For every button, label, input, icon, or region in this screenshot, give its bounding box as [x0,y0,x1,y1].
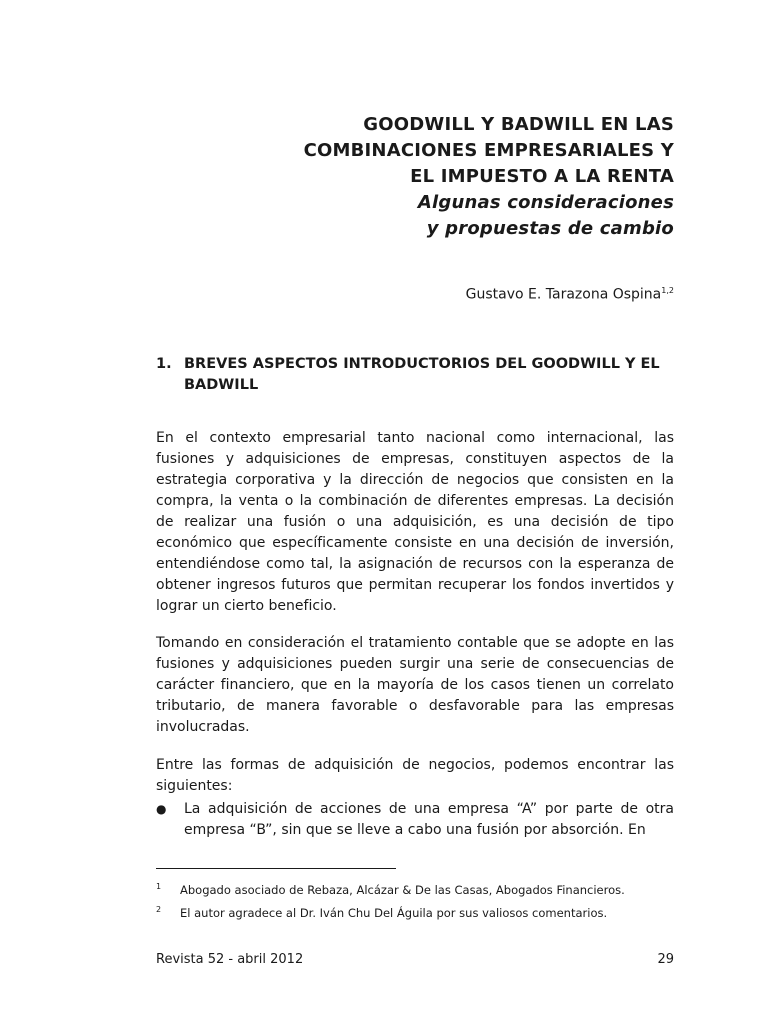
body-paragraph: En el contexto empresarial tanto nacional como internacional, las fusiones y adquisiciones de empresas, constituyen aspectos de la estrategia corporativa y la dirección de negocios que consisten en la compra, la venta o la combinación de diferentes empresas. La decisión de realizar una fusión o una adquisición, es una decisión de tipo económico que específicamente consiste en una decisión de inversión, entendiéndose como tal, la asignación de recursos con la esperanza de obtener ingresos futuros que permitan recuperar los fondos invertidos y lograr un cierto beneficio. [156,430,674,614]
title-line: GOODWILL Y BADWILL EN LAS [363,114,674,135]
footnote-number: 2 [156,905,162,914]
footnote-text: El autor agradece al Dr. Iván Chu Del Águila por sus valiosos comentarios. [180,906,608,920]
list-item [156,799,674,841]
section-number: 1. [156,356,172,372]
footnote-text: Abogado asociado de Rebaza, Alcázar & De las Casas, Abogados Financieros. [180,883,625,897]
footnote-number: 1 [156,882,162,891]
footnote [156,882,674,898]
body-paragraph: Tomando en consideración el tratamiento contable que se adopte en las fusiones y adquisiciones pueden surgir una serie de consecuencias de carácter financiero, que en la mayoría de los casos tienen un correlato tributario, de manera favorable o desfavorable para las empresas involucradas. [156,635,674,735]
bullet-marker: ● [156,802,167,816]
article-title [254,112,674,242]
body-paragraph: Entre las formas de adquisición de negocios, podemos encontrar las siguientes: [156,757,674,794]
subtitle-line: Algunas consideraciones [417,192,674,213]
section-title: BREVES ASPECTOS INTRODUCTORIOS DEL GOODWILL Y EL BADWILL [184,356,660,393]
page-footer [156,952,674,967]
footnote [156,905,674,921]
subtitle-line: y propuestas de cambio [426,218,674,239]
author-footnote-refs: 1,2 [661,286,674,295]
footnote-divider [156,868,396,869]
title-line: COMBINACIONES EMPRESARIALES Y [303,140,674,161]
page-number: 29 [657,952,674,967]
author-line [466,286,674,303]
title-line: EL IMPUESTO A LA RENTA [410,166,674,187]
author-name: Gustavo E. Tarazona Ospina [465,286,662,303]
journal-issue: Revista 52 - abril 2012 [156,952,304,967]
list-item-text: La adquisición de acciones de una empresa “A” por parte de otra empresa “B”, sin que se lleve a cabo una fusión por absorción. En [184,801,674,838]
section-heading [156,354,674,396]
